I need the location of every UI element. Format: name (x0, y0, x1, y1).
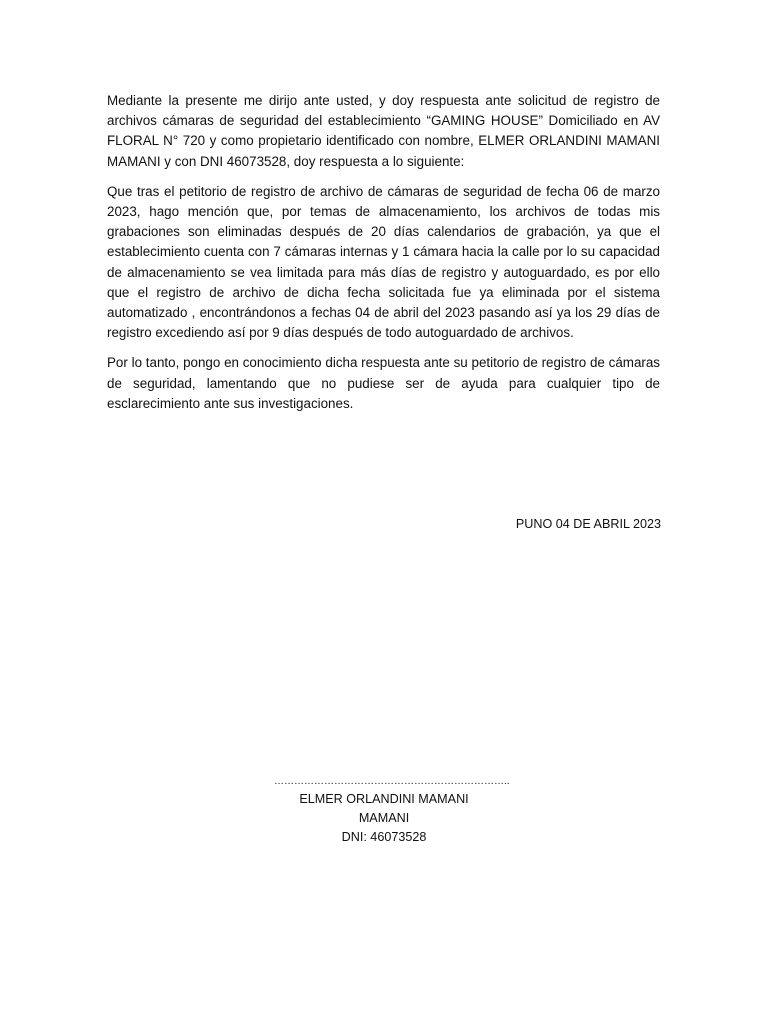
signer-dni: DNI: 46073528 (341, 830, 427, 844)
signature-block (274, 774, 510, 847)
letter-body (107, 91, 660, 424)
place-date: PUNO 04 DE ABRIL 2023 (515, 517, 661, 531)
signature-line: …………………………………………………………….. (274, 776, 510, 787)
closing-paragraph: Por lo tanto, pongo en conocimiento dicha respuesta ante su petitorio de registro de cámaras de seguridad, lamentando que no pudiese ser de ayuda para cualquier tipo de esclarecimiento ante sus investigaciones. (107, 355, 660, 411)
explanation-paragraph: Que tras el petitorio de registro de archivo de cámaras de seguridad de fecha 06 de marzo 2023, hago mención que, por temas de almacenamiento, los archivos de todas mis grabaciones son eliminadas después de 20 días calendarios de grabación, ya que el establecimiento cuenta con 7 cámaras internas y 1 cámara hacia la calle por lo su capacidad de almacenamiento se vea limitada para más días de registro y autoguardado, es por ello que el registro de archivo de dicha fecha solicitada fue ya eliminada por el sistema automatizado , encontrándonos a fechas 04 de abril del 2023 pasando así ya los 29 días de registro excediendo así por 9 días después de todo autoguardado de archivos. (107, 183, 660, 341)
signer-name: ELMER ORLANDINI MAMANI MAMANI (299, 792, 469, 825)
intro-paragraph: Mediante la presente me dirijo ante usted, y doy respuesta ante solicitud de registro de archivos cámaras de seguridad del establecimiento “GAMING HOUSE” Domiciliado en AV FLORAL N° 720 y como propietario identificado con nombre, ELMER ORLANDINI MAMANI MAMANI y con DNI 46073528, doy respuesta a lo siguiente: (107, 93, 660, 169)
